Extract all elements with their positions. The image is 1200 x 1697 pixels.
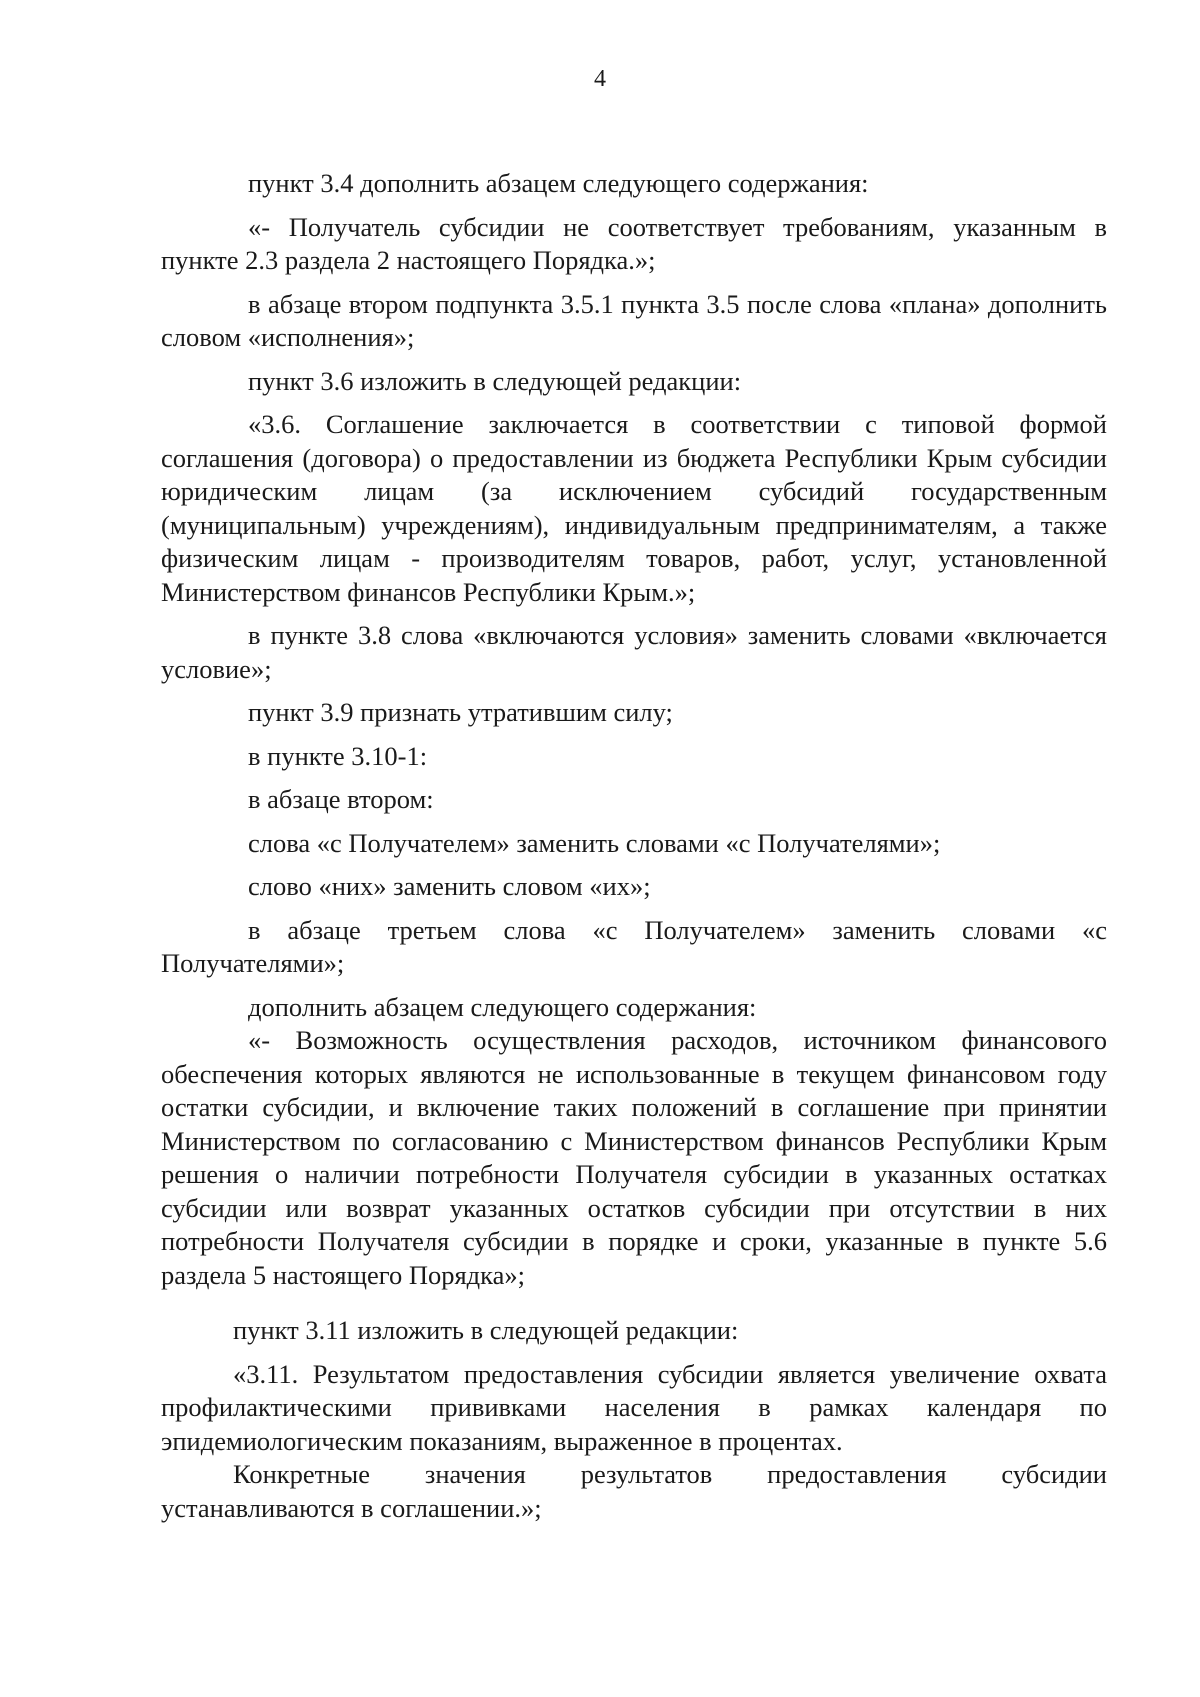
paragraph-15: пункт 3.11 изложить в следующей редакции: <box>233 1315 739 1345</box>
paragraph-3: в абзаце втором подпункта 3.5.1 пункта 3.5 после слова «плана» дополнить словом «исполнения»; <box>161 288 1107 352</box>
paragraph-13: дополнить абзацем следующего содержания: <box>248 991 757 1022</box>
paragraph-9: в абзаце втором: <box>248 784 434 814</box>
paragraph-7: пункт 3.9 признать утратившим силу; <box>248 697 673 727</box>
page-number: 4 <box>594 66 606 92</box>
paragraph-4: пункт 3.6 изложить в следующей редакции: <box>248 365 742 396</box>
paragraph-8: в пункте 3.10-1: <box>248 740 428 771</box>
paragraph-6: в пункте 3.8 слова «включаются условия» заменить словами «включается условие»; <box>161 620 1107 684</box>
paragraph-1: пункт 3.4 дополнить абзацем следующего содержания: <box>248 168 869 198</box>
paragraph-2: «- Получатель субсидии не соответствует требованиям, указанным в пункте 2.3 раздела 2 настоящего Порядка.»; <box>161 211 1107 275</box>
paragraph-11: слово «них» заменить словом «их»; <box>248 871 651 901</box>
paragraph-14: «- Возможность осуществления расходов, источником финансового обеспечения которых являются не использованные в текущем финансовом году остатки субсидии, и включение таких положений в соглашение при принятии Министерством по согласованию с Министерством финансов Республики Крым решения о наличии потребности Получателя субсидии в указанных остатках субсидии или возврат указанных остатков субсидии при отсутствии в них потребности Получателя субсидии в порядке и сроки, указанные в пункте 5.6 раздела 5 настоящего Порядка»; <box>161 1025 1107 1290</box>
paragraph-5: «3.6. Соглашение заключается в соответствии с типовой формой соглашения (договора) о предоставлении из бюджета Республики Крым субсидии юридическим лицам (за исключением субсидий государственным (муниципальным) учреждениям), индивидуальным предпринимателям, а также физическим лицам - производителям товаров, работ, услуг, установленной Министерством финансов Республики Крым.»; <box>161 409 1107 607</box>
paragraph-16: «3.11. Результатом предоставления субсидии является увеличение охвата профилактическими прививками населения в рамках календаря по эпидемиологическим показаниям, выраженное в процентах. <box>161 1358 1107 1456</box>
paragraph-17: Конкретные значения результатов предоставления субсидии устанавливаются в соглашении.»; <box>161 1459 1107 1523</box>
paragraph-12: в абзаце третьем слова «с Получателем» заменить словами «с Получателями»; <box>161 914 1107 978</box>
document-body <box>161 167 1107 1535</box>
paragraph-10: слова «с Получателем» заменить словами «с Получателями»; <box>248 827 941 858</box>
